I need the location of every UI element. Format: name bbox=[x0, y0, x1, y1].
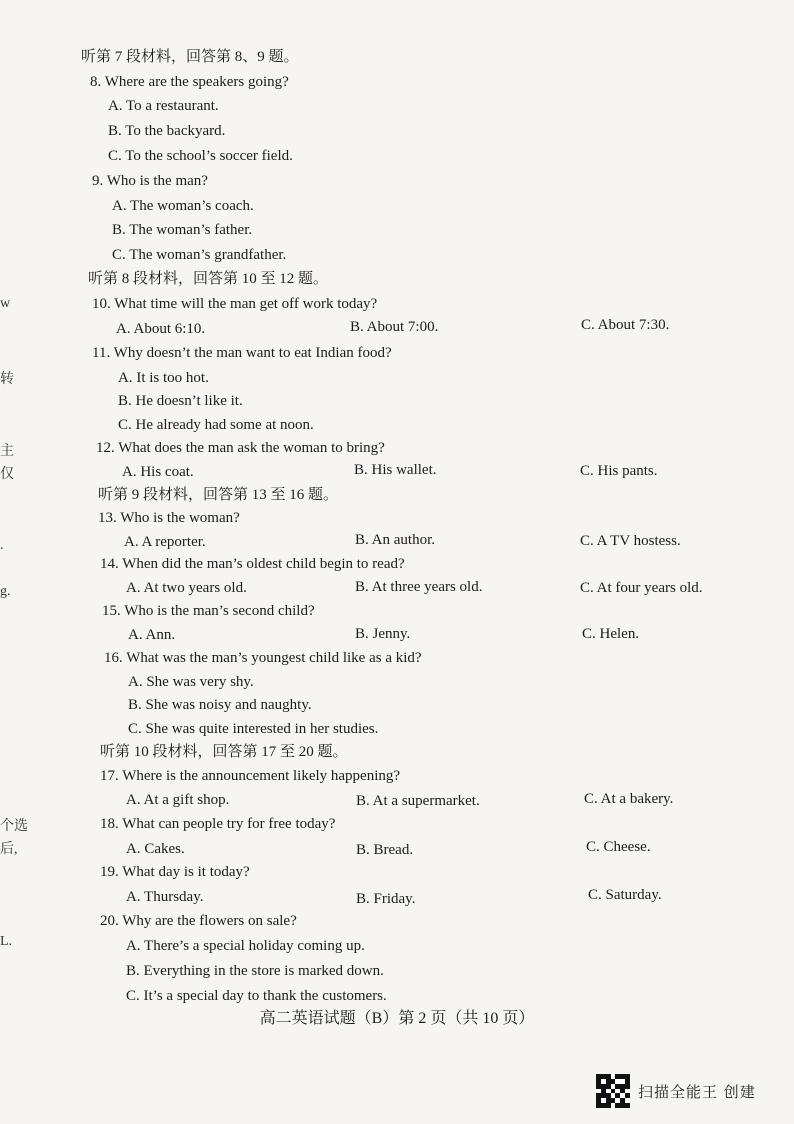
margin-fragment: 个选 bbox=[0, 819, 28, 834]
option-c: C. Cheese. bbox=[586, 839, 651, 855]
option-a: A. Ann. bbox=[128, 627, 176, 643]
section-heading: 听第 10 段材料，回答第 17 至 20 题。 bbox=[100, 744, 348, 760]
option-b: B. The woman’s father. bbox=[112, 222, 253, 238]
margin-fragment: 后, bbox=[0, 842, 18, 857]
option-c: C. Helen. bbox=[582, 626, 640, 642]
option-a: A. To a restaurant. bbox=[108, 98, 219, 114]
option-a: A. It is too hot. bbox=[118, 370, 209, 386]
option-b: B. An author. bbox=[355, 532, 436, 548]
option-b: B. He doesn’t like it. bbox=[118, 393, 243, 409]
option-b: B. Everything in the store is marked down. bbox=[126, 963, 384, 979]
option-b: B. At three years old. bbox=[355, 579, 483, 595]
option-c: C. At four years old. bbox=[580, 580, 703, 596]
option-c: C. A TV hostess. bbox=[580, 533, 681, 549]
question-stem: 15. Who is the man’s second child? bbox=[102, 603, 315, 619]
margin-fragment: w bbox=[0, 296, 11, 311]
qr-code-icon bbox=[596, 1074, 630, 1108]
question-stem: 19. What day is it today? bbox=[100, 864, 250, 880]
option-b: B. She was noisy and naughty. bbox=[128, 697, 312, 713]
question-stem: 17. Where is the announcement likely happening? bbox=[100, 768, 401, 784]
margin-fragment: 仅 bbox=[0, 467, 14, 482]
option-c: C. About 7:30. bbox=[581, 317, 670, 333]
option-c: C. He already had some at noon. bbox=[118, 417, 314, 433]
question-stem: 14. When did the man’s oldest child begin to read? bbox=[100, 556, 405, 572]
scanner-badge-text: 扫描全能王 创建 bbox=[638, 1082, 756, 1101]
option-a: A. The woman’s coach. bbox=[112, 198, 254, 214]
option-b: B. His wallet. bbox=[354, 462, 437, 478]
margin-fragment: . bbox=[0, 538, 4, 553]
page-footer: 高二英语试题（B）第 2 页（共 10 页） bbox=[259, 1010, 535, 1027]
question-stem: 10. What time will the man get off work today? bbox=[92, 296, 378, 312]
margin-fragment: L. bbox=[0, 934, 13, 949]
margin-fragment: 转 bbox=[0, 372, 14, 387]
question-stem: 20. Why are the flowers on sale? bbox=[100, 913, 297, 929]
option-c: C. Saturday. bbox=[588, 887, 662, 903]
option-a: A. At a gift shop. bbox=[126, 792, 230, 808]
option-a: A. A reporter. bbox=[124, 534, 206, 550]
scanner-badge bbox=[596, 1074, 756, 1108]
section-heading: 听第 9 段材料，回答第 13 至 16 题。 bbox=[98, 487, 339, 503]
question-stem: 11. Why doesn’t the man want to eat Indian food? bbox=[92, 345, 392, 361]
option-a: A. Thursday. bbox=[126, 889, 204, 905]
option-b: B. About 7:00. bbox=[350, 319, 439, 335]
option-a: A. His coat. bbox=[122, 464, 194, 480]
question-stem: 13. Who is the woman? bbox=[98, 510, 240, 526]
question-stem: 16. What was the man’s youngest child like as a kid? bbox=[104, 650, 422, 666]
option-a: A. About 6:10. bbox=[116, 321, 206, 337]
section-heading: 听第 8 段材料，回答第 10 至 12 题。 bbox=[88, 271, 329, 287]
margin-fragment: g. bbox=[0, 584, 11, 599]
option-b: B. Jenny. bbox=[355, 626, 411, 642]
option-a: A. She was very shy. bbox=[128, 674, 254, 690]
option-a: A. There’s a special holiday coming up. bbox=[126, 938, 365, 954]
option-a: A. Cakes. bbox=[126, 841, 185, 857]
option-c: C. She was quite interested in her studies. bbox=[128, 721, 379, 737]
question-stem: 9. Who is the man? bbox=[92, 173, 208, 189]
option-c: C. The woman’s grandfather. bbox=[112, 247, 287, 263]
margin-fragment: 主 bbox=[0, 444, 14, 459]
section-heading: 听第 7 段材料，回答第 8、9 题。 bbox=[81, 49, 299, 65]
option-b: B. To the backyard. bbox=[108, 123, 226, 139]
option-b: B. Bread. bbox=[356, 842, 414, 858]
option-b: B. At a supermarket. bbox=[356, 793, 480, 809]
question-stem: 12. What does the man ask the woman to bring? bbox=[96, 440, 385, 456]
option-b: B. Friday. bbox=[356, 891, 416, 907]
option-c: C. It’s a special day to thank the customers. bbox=[126, 988, 387, 1004]
option-a: A. At two years old. bbox=[126, 580, 247, 596]
option-c: C. To the school’s soccer field. bbox=[108, 148, 293, 164]
option-c: C. At a bakery. bbox=[584, 791, 674, 807]
question-stem: 18. What can people try for free today? bbox=[100, 816, 336, 832]
option-c: C. His pants. bbox=[580, 463, 658, 479]
question-stem: 8. Where are the speakers going? bbox=[90, 74, 289, 90]
